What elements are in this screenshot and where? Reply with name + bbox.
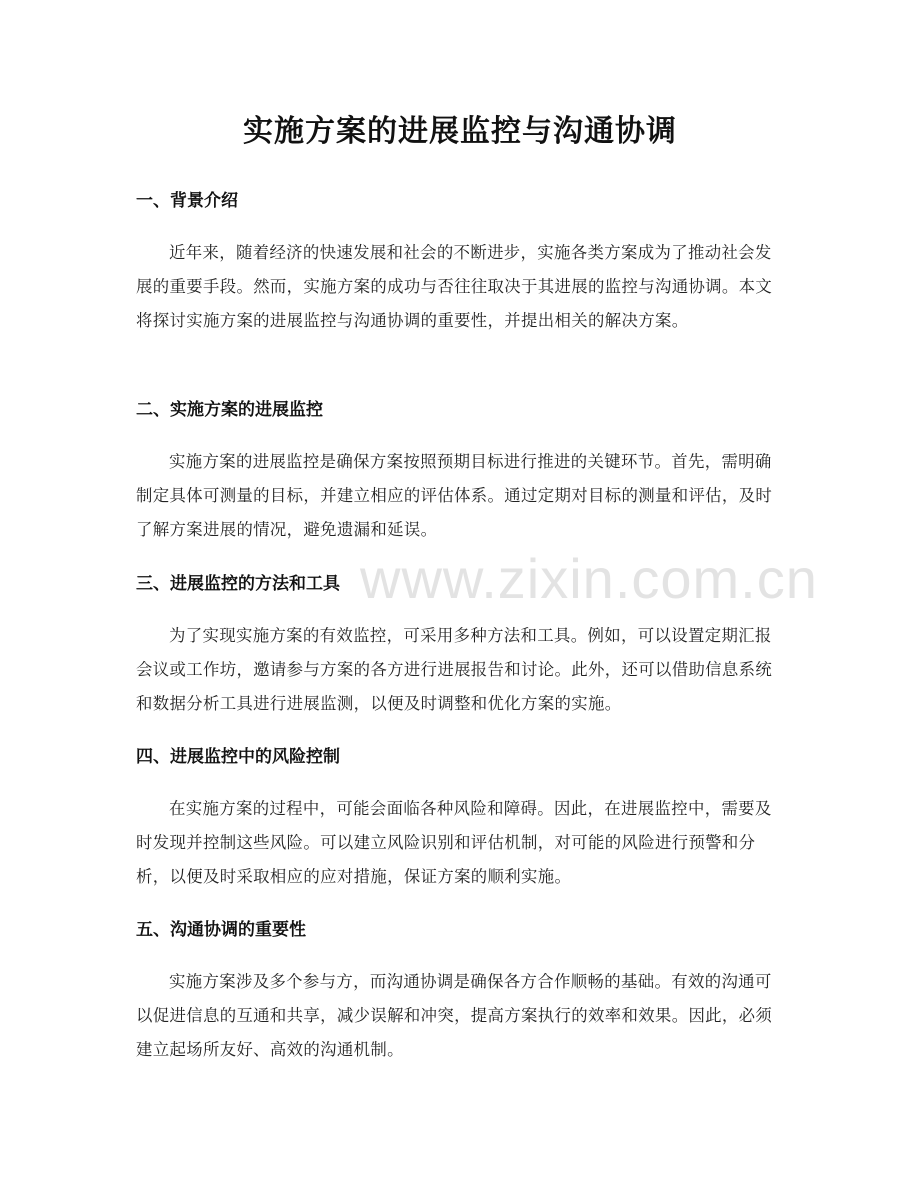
- section-heading-communication: 五、沟通协调的重要性: [136, 920, 306, 940]
- watermark: www.zixin.com.cn: [360, 547, 818, 610]
- section-paragraph-communication: 实施方案涉及多个参与方，而沟通协调是确保各方合作顺畅的基础。有效的沟通可以促进信息的互通和共享，减少误解和冲突，提高方案执行的效率和效果。因此，必须建立起场所友好、高效的沟通机制。: [136, 972, 773, 1059]
- section-heading-risk-control: 四、进展监控中的风险控制: [136, 747, 340, 767]
- section-heading-progress-monitoring: 二、实施方案的进展监控: [136, 400, 323, 420]
- section-paragraph-risk-control: 在实施方案的过程中，可能会面临各种风险和障碍。因此，在进展监控中，需要及时发现并控制这些风险。可以建立风险识别和评估机制，对可能的风险进行预警和分析，以便及时采取相应的应对措施，保证方案的顺利实施。: [136, 799, 772, 886]
- section-paragraph-progress-monitoring: 实施方案的进展监控是确保方案按照预期目标进行推进的关键环节。首先，需明确制定具体可测量的目标，并建立相应的评估体系。通过定期对目标的测量和评估，及时了解方案进展的情况，避免遗漏和延误。: [136, 452, 773, 539]
- section-heading-methods-tools: 三、进展监控的方法和工具: [136, 574, 340, 594]
- section-heading-background: 一、背景介绍: [136, 191, 238, 211]
- document-title: 实施方案的进展监控与沟通协调: [243, 114, 677, 149]
- section-paragraph-methods-tools: 为了实现实施方案的有效监控，可采用多种方法和工具。例如，可以设置定期汇报会议或工作坊，邀请参与方案的各方进行进展报告和讨论。此外，还可以借助信息系统和数据分析工具进行进展监测，以便及时调整和优化方案的实施。: [136, 626, 773, 713]
- section-paragraph-background: 近年来，随着经济的快速发展和社会的不断进步，实施各类方案成为了推动社会发展的重要手段。然而，实施方案的成功与否往往取决于其进展的监控与沟通协调。本文将探讨实施方案的进展监控与沟通协调的重要性，并提出相关的解决方案。: [136, 243, 773, 330]
